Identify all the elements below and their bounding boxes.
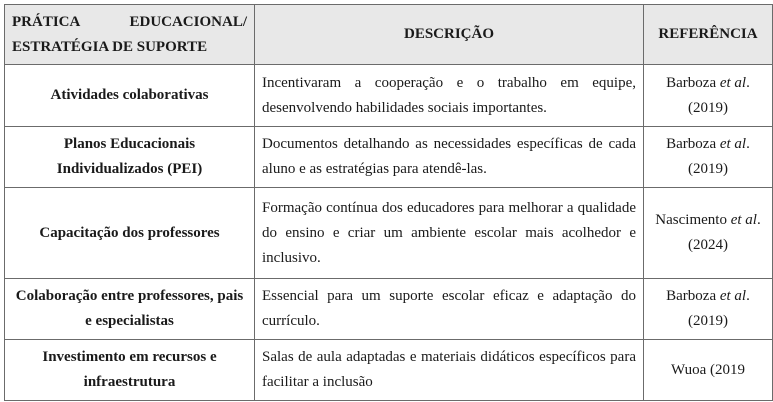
table-header xyxy=(5,5,773,65)
practice-cell: Investimento em recursos e infraestrutura xyxy=(5,340,255,401)
reference-author: Nascimento xyxy=(655,212,727,228)
table-row xyxy=(5,279,773,340)
reference-cell xyxy=(644,65,773,127)
table-row xyxy=(5,127,773,188)
description-cell: Essencial para um suporte escolar eficaz e adaptação do currículo. xyxy=(255,279,644,340)
description-cell: Salas de aula adaptadas e materiais didáticos específicos para facilitar a inclusão xyxy=(255,340,644,401)
reference-year: . (2019) xyxy=(688,288,750,329)
table-row xyxy=(5,340,773,401)
reference-cell xyxy=(644,127,773,188)
description-cell: Formação contínua dos educadores para melhorar a qualidade do ensino e criar um ambiente escolar mais acolhedor e inclusivo. xyxy=(255,188,644,279)
table-row xyxy=(5,188,773,279)
header-row xyxy=(5,5,773,65)
table-body xyxy=(5,65,773,401)
reference-year: . (2019) xyxy=(688,74,750,116)
practice-cell: Planos Educacionais Individualizados (PEI) xyxy=(5,127,255,188)
description-cell: Incentivaram a cooperação e o trabalho em equipe, desenvolvendo habilidades sociais importantes. xyxy=(255,65,644,127)
header-description: DESCRIÇÃO xyxy=(255,5,644,65)
reference-cell xyxy=(644,340,773,401)
reference-author: Barboza xyxy=(666,136,717,152)
reference-cell xyxy=(644,188,773,279)
practice-cell: Atividades colaborativas xyxy=(5,65,255,127)
reference-etal: et al xyxy=(719,288,747,304)
practice-cell: Colaboração entre professores, pais e especialistas xyxy=(5,279,255,340)
reference-etal: et al xyxy=(719,74,747,91)
reference-etal: et al xyxy=(730,212,757,228)
practice-cell: Capacitação dos professores xyxy=(5,188,255,279)
header-practice: PRÁTICA EDUCACIONAL/ ESTRATÉGIA DE SUPORTE xyxy=(5,5,255,65)
reference-cell xyxy=(644,279,773,340)
description-cell: Documentos detalhando as necessidades específicas de cada aluno e as estratégias para atendê-las. xyxy=(255,127,644,188)
practices-table xyxy=(4,4,773,401)
reference-year: . (2019) xyxy=(688,136,750,177)
table-row xyxy=(5,65,773,127)
reference-author: Barboza xyxy=(666,288,717,304)
reference-year: . (2024) xyxy=(688,212,761,253)
reference-author: Wuoa (2019 xyxy=(671,361,745,378)
reference-author: Barboza xyxy=(666,74,717,91)
header-reference: REFERÊNCIA xyxy=(644,5,773,65)
reference-etal: et al xyxy=(719,136,747,152)
